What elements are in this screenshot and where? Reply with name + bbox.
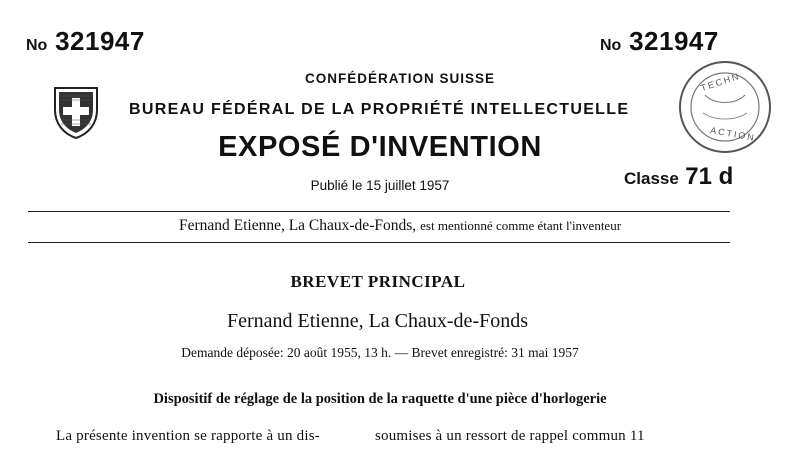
- classe-label: Classe: [624, 169, 679, 188]
- swiss-coat-of-arms-icon: [52, 84, 100, 140]
- inventor-line: [0, 217, 800, 235]
- divider-bottom: [28, 242, 730, 243]
- body-text-column-2: soumises à un ressort de rappel commun 11: [375, 428, 645, 444]
- classe-value: 71 d: [685, 163, 734, 190]
- classe-indicator: [624, 163, 733, 191]
- bureau-label: BUREAU FÉDÉRAL DE LA PROPRIÉTÉ INTELLECTUELLE: [129, 101, 630, 118]
- confederation-label: CONFÉDÉRATION SUISSE: [304, 71, 495, 86]
- stamp-text-top: TECHN: [699, 70, 742, 94]
- inventor-names: Fernand Etienne, La Chaux-de-Fonds,: [178, 217, 417, 234]
- publication-date: Publié le 15 juillet 1957: [310, 178, 450, 193]
- filing-dates: Demande déposée: 20 août 1955, 13 h. — Brevet enregistré: 31 mai 1957: [181, 345, 579, 360]
- patent-number-label: No: [26, 37, 48, 54]
- patent-number-value: 321947: [55, 26, 145, 56]
- patent-holder: Fernand Etienne, La Chaux-de-Fonds: [226, 310, 529, 332]
- patent-number-left: [26, 26, 145, 57]
- stamp-text-bottom: ACTION: [709, 125, 757, 143]
- section-heading: BREVET PRINCIPAL: [290, 272, 466, 291]
- document-title: EXPOSÉ D'INVENTION: [218, 131, 542, 163]
- patent-number-label: No: [600, 37, 622, 54]
- inventor-statement: est mentionné comme étant l'inventeur: [420, 218, 622, 233]
- body-text-column-1: La présente invention se rapporte à un dis-: [56, 428, 320, 444]
- invention-title: Dispositif de réglage de la position de la raquette d'une pièce d'horlogerie: [153, 391, 607, 407]
- office-stamp-icon: [670, 55, 780, 165]
- patent-number-value: 321947: [629, 26, 719, 56]
- patent-number-right: [600, 26, 719, 57]
- divider-top: [28, 211, 730, 212]
